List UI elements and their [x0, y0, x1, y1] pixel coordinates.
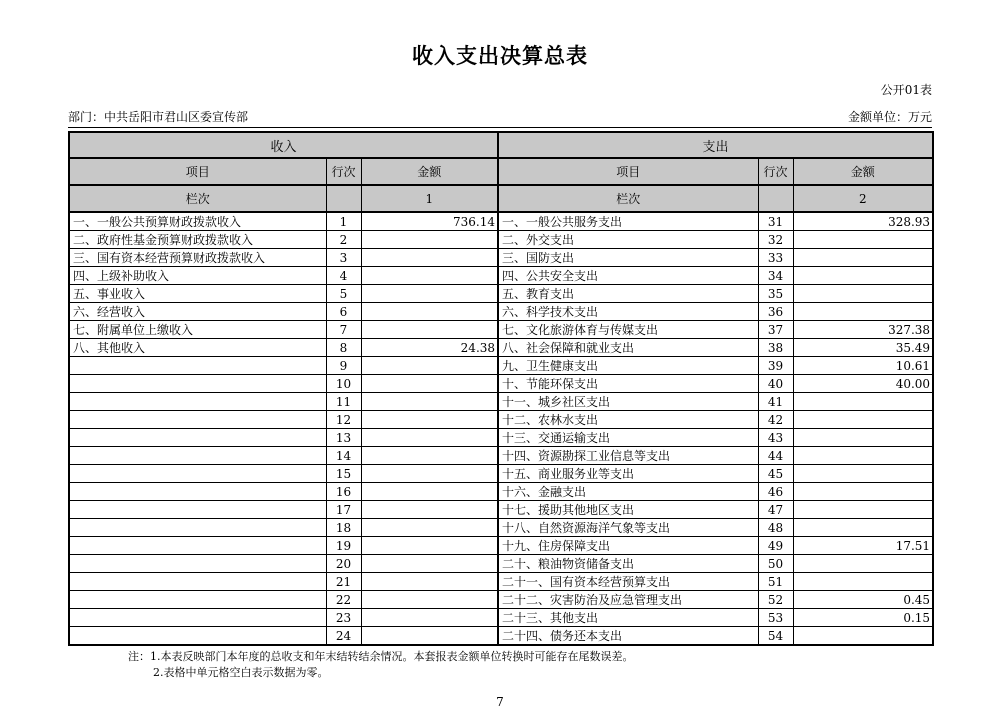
income-line-cell: 2: [326, 231, 361, 249]
table-row: [69, 573, 933, 591]
expenditure-line-cell: 50: [758, 555, 793, 573]
income-line-cell: 11: [326, 393, 361, 411]
expenditure-amount-cell: 327.38: [793, 321, 933, 339]
expenditure-amount-cell: 10.61: [793, 357, 933, 375]
expenditure-item-cell: 一、一般公共服务支出: [498, 212, 758, 231]
income-item-cell: [69, 573, 326, 591]
income-amount-cell: 736.14: [361, 212, 498, 231]
income-item-cell: 一、一般公共预算财政拨款收入: [69, 212, 326, 231]
income-line-cell: 8: [326, 339, 361, 357]
income-line-cell: 10: [326, 375, 361, 393]
income-item-cell: [69, 537, 326, 555]
expenditure-amount-cell: 35.49: [793, 339, 933, 357]
expenditure-line-cell: 38: [758, 339, 793, 357]
income-line-cell: 19: [326, 537, 361, 555]
income-amount-cell: [361, 537, 498, 555]
expenditure-amount-cell: [793, 267, 933, 285]
income-line-cell: 24: [326, 627, 361, 646]
expenditure-item-cell: 十三、交通运输支出: [498, 429, 758, 447]
expenditure-item-cell: 十、节能环保支出: [498, 375, 758, 393]
income-item-cell: [69, 447, 326, 465]
income-line-header: 行次: [326, 158, 361, 185]
income-line-cell: 6: [326, 303, 361, 321]
expenditure-line-header: 行次: [758, 158, 793, 185]
expenditure-item-cell: 二十、粮油物资储备支出: [498, 555, 758, 573]
expenditure-item-cell: 十一、城乡社区支出: [498, 393, 758, 411]
expenditure-item-cell: 十四、资源勘探工业信息等支出: [498, 447, 758, 465]
expenditure-line-cell: 42: [758, 411, 793, 429]
expenditure-line-cell: 31: [758, 212, 793, 231]
note-line-1: 注：1.本表反映部门本年度的总收支和年末结转结余情况。本套报表金额单位转换时可能存在尾数误差。: [128, 650, 634, 663]
income-amount-cell: [361, 231, 498, 249]
income-amount-cell: [361, 447, 498, 465]
expenditure-item-cell: 四、公共安全支出: [498, 267, 758, 285]
table-row: [69, 555, 933, 573]
expenditure-item-cell: 三、国防支出: [498, 249, 758, 267]
expenditure-line-cell: 44: [758, 447, 793, 465]
income-line-cell: 20: [326, 555, 361, 573]
expenditure-amount-cell: [793, 573, 933, 591]
income-amount-cell: [361, 375, 498, 393]
expenditure-amount-cell: [793, 465, 933, 483]
table-body: [69, 212, 933, 645]
table-row: [69, 375, 933, 393]
expenditure-item-header: 项目: [498, 158, 758, 185]
table-row: [69, 231, 933, 249]
table-row: [69, 447, 933, 465]
income-section-header: 收入: [69, 132, 498, 158]
income-item-header: 项目: [69, 158, 326, 185]
income-amount-cell: [361, 429, 498, 447]
income-amount-cell: [361, 357, 498, 375]
income-index-value: 1: [361, 185, 498, 212]
expenditure-index-label: 栏次: [498, 185, 758, 212]
income-expenditure-table: [68, 131, 934, 646]
income-item-cell: [69, 483, 326, 501]
income-line-cell: 3: [326, 249, 361, 267]
index-header-row: [69, 185, 933, 212]
expenditure-section-header: 支出: [498, 132, 933, 158]
income-line-cell: 23: [326, 609, 361, 627]
income-item-cell: 四、上级补助收入: [69, 267, 326, 285]
expenditure-amount-cell: [793, 285, 933, 303]
income-line-cell: 14: [326, 447, 361, 465]
expenditure-amount-cell: [793, 411, 933, 429]
expenditure-amount-cell: [793, 501, 933, 519]
income-amount-cell: [361, 411, 498, 429]
income-item-cell: 二、政府性基金预算财政拨款收入: [69, 231, 326, 249]
expenditure-line-cell: 47: [758, 501, 793, 519]
income-amount-cell: [361, 285, 498, 303]
income-amount-cell: [361, 627, 498, 646]
expenditure-item-cell: 七、文化旅游体育与传媒支出: [498, 321, 758, 339]
expenditure-line-cell: 34: [758, 267, 793, 285]
expenditure-line-cell: 32: [758, 231, 793, 249]
income-line-cell: 13: [326, 429, 361, 447]
expenditure-line-cell: 43: [758, 429, 793, 447]
expenditure-amount-cell: 328.93: [793, 212, 933, 231]
expenditure-line-cell: 52: [758, 591, 793, 609]
income-item-cell: [69, 429, 326, 447]
table-row: [69, 267, 933, 285]
expenditure-amount-cell: [793, 519, 933, 537]
income-item-cell: [69, 375, 326, 393]
income-item-cell: [69, 393, 326, 411]
table-code-label: 公开01表: [880, 83, 932, 97]
expenditure-amount-cell: [793, 393, 933, 411]
expenditure-item-cell: 二十一、国有资本经营预算支出: [498, 573, 758, 591]
table-row: [69, 465, 933, 483]
income-line-cell: 18: [326, 519, 361, 537]
expenditure-line-cell: 33: [758, 249, 793, 267]
expenditure-item-cell: 十二、农林水支出: [498, 411, 758, 429]
income-amount-cell: [361, 303, 498, 321]
expenditure-item-cell: 二十二、灾害防治及应急管理支出: [498, 591, 758, 609]
income-amount-cell: [361, 573, 498, 591]
income-item-cell: 三、国有资本经营预算财政拨款收入: [69, 249, 326, 267]
income-amount-cell: [361, 519, 498, 537]
income-amount-cell: [361, 465, 498, 483]
expenditure-line-cell: 35: [758, 285, 793, 303]
expenditure-item-cell: 九、卫生健康支出: [498, 357, 758, 375]
table-row: [69, 609, 933, 627]
expenditure-line-cell: 40: [758, 375, 793, 393]
income-amount-cell: 24.38: [361, 339, 498, 357]
table-row: [69, 393, 933, 411]
expenditure-line-cell: 41: [758, 393, 793, 411]
income-line-cell: 17: [326, 501, 361, 519]
meta-row: [68, 108, 932, 128]
table-row: [69, 249, 933, 267]
expenditure-index-value: 2: [793, 185, 933, 212]
income-item-cell: [69, 411, 326, 429]
income-line-cell: 15: [326, 465, 361, 483]
income-item-cell: [69, 591, 326, 609]
table-row: [69, 483, 933, 501]
income-line-cell: 1: [326, 212, 361, 231]
table-row: [69, 357, 933, 375]
income-line-cell: 9: [326, 357, 361, 375]
expenditure-line-cell: 45: [758, 465, 793, 483]
expenditure-amount-cell: 0.45: [793, 591, 933, 609]
table-row: [69, 429, 933, 447]
expenditure-amount-header: 金额: [793, 158, 933, 185]
expenditure-item-cell: 十七、援助其他地区支出: [498, 501, 758, 519]
expenditure-line-cell: 53: [758, 609, 793, 627]
page-number: 7: [496, 695, 504, 706]
table-row: [69, 411, 933, 429]
table-row: [69, 627, 933, 646]
expenditure-line-cell: 39: [758, 357, 793, 375]
income-line-cell: 21: [326, 573, 361, 591]
income-item-cell: [69, 357, 326, 375]
table-row: [69, 537, 933, 555]
expenditure-line-cell: 46: [758, 483, 793, 501]
income-amount-cell: [361, 393, 498, 411]
table-row: [69, 303, 933, 321]
expenditure-amount-cell: [793, 429, 933, 447]
table-row: [69, 321, 933, 339]
table-row: [69, 501, 933, 519]
expenditure-amount-cell: 17.51: [793, 537, 933, 555]
expenditure-amount-cell: [793, 249, 933, 267]
unit-label: 金额单位：万元: [847, 110, 932, 124]
note-line-2: 2.表格中单元格空白表示数据为零。: [153, 666, 329, 679]
income-amount-cell: [361, 249, 498, 267]
expenditure-amount-cell: [793, 555, 933, 573]
income-index-label: 栏次: [69, 185, 326, 212]
expenditure-item-cell: 十五、商业服务业等支出: [498, 465, 758, 483]
expenditure-amount-cell: [793, 303, 933, 321]
income-amount-cell: [361, 609, 498, 627]
expenditure-item-cell: 二十三、其他支出: [498, 609, 758, 627]
notes: [128, 649, 1000, 681]
income-amount-header: 金额: [361, 158, 498, 185]
expenditure-amount-cell: [793, 483, 933, 501]
table-row: [69, 339, 933, 357]
expenditure-item-cell: 十六、金融支出: [498, 483, 758, 501]
department-label: 部门：中共岳阳市君山区委宣传部: [68, 110, 249, 124]
income-item-cell: 五、事业收入: [69, 285, 326, 303]
table-row: [69, 212, 933, 231]
income-amount-cell: [361, 555, 498, 573]
expenditure-index-blank: [758, 185, 793, 212]
table-row: [69, 285, 933, 303]
expenditure-item-cell: 八、社会保障和就业支出: [498, 339, 758, 357]
table-row: [69, 519, 933, 537]
income-item-cell: 八、其他收入: [69, 339, 326, 357]
income-item-cell: [69, 555, 326, 573]
income-line-cell: 12: [326, 411, 361, 429]
expenditure-line-cell: 49: [758, 537, 793, 555]
sheet: [68, 81, 932, 706]
income-line-cell: 5: [326, 285, 361, 303]
expenditure-line-cell: 54: [758, 627, 793, 646]
expenditure-line-cell: 48: [758, 519, 793, 537]
table-row: [69, 591, 933, 609]
expenditure-item-cell: 十八、自然资源海洋气象等支出: [498, 519, 758, 537]
income-item-cell: [69, 519, 326, 537]
income-amount-cell: [361, 267, 498, 285]
expenditure-amount-cell: [793, 447, 933, 465]
income-item-cell: [69, 627, 326, 646]
income-item-cell: 七、附属单位上缴收入: [69, 321, 326, 339]
expenditure-line-cell: 36: [758, 303, 793, 321]
income-line-cell: 16: [326, 483, 361, 501]
expenditure-item-cell: 二、外交支出: [498, 231, 758, 249]
income-amount-cell: [361, 501, 498, 519]
income-amount-cell: [361, 591, 498, 609]
expenditure-amount-cell: [793, 627, 933, 646]
expenditure-amount-cell: 0.15: [793, 609, 933, 627]
expenditure-item-cell: 五、教育支出: [498, 285, 758, 303]
expenditure-amount-cell: [793, 231, 933, 249]
income-item-cell: 六、经营收入: [69, 303, 326, 321]
section-header-row: [69, 132, 933, 158]
income-item-cell: [69, 609, 326, 627]
expenditure-amount-cell: 40.00: [793, 375, 933, 393]
income-amount-cell: [361, 321, 498, 339]
income-line-cell: 4: [326, 267, 361, 285]
income-line-cell: 7: [326, 321, 361, 339]
income-line-cell: 22: [326, 591, 361, 609]
expenditure-line-cell: 51: [758, 573, 793, 591]
expenditure-line-cell: 37: [758, 321, 793, 339]
expenditure-item-cell: 六、科学技术支出: [498, 303, 758, 321]
page-title: 收入支出决算总表: [412, 43, 588, 68]
expenditure-item-cell: 二十四、债务还本支出: [498, 627, 758, 646]
column-header-row: [69, 158, 933, 185]
income-index-blank: [326, 185, 361, 212]
income-amount-cell: [361, 483, 498, 501]
income-item-cell: [69, 465, 326, 483]
expenditure-item-cell: 十九、住房保障支出: [498, 537, 758, 555]
income-item-cell: [69, 501, 326, 519]
